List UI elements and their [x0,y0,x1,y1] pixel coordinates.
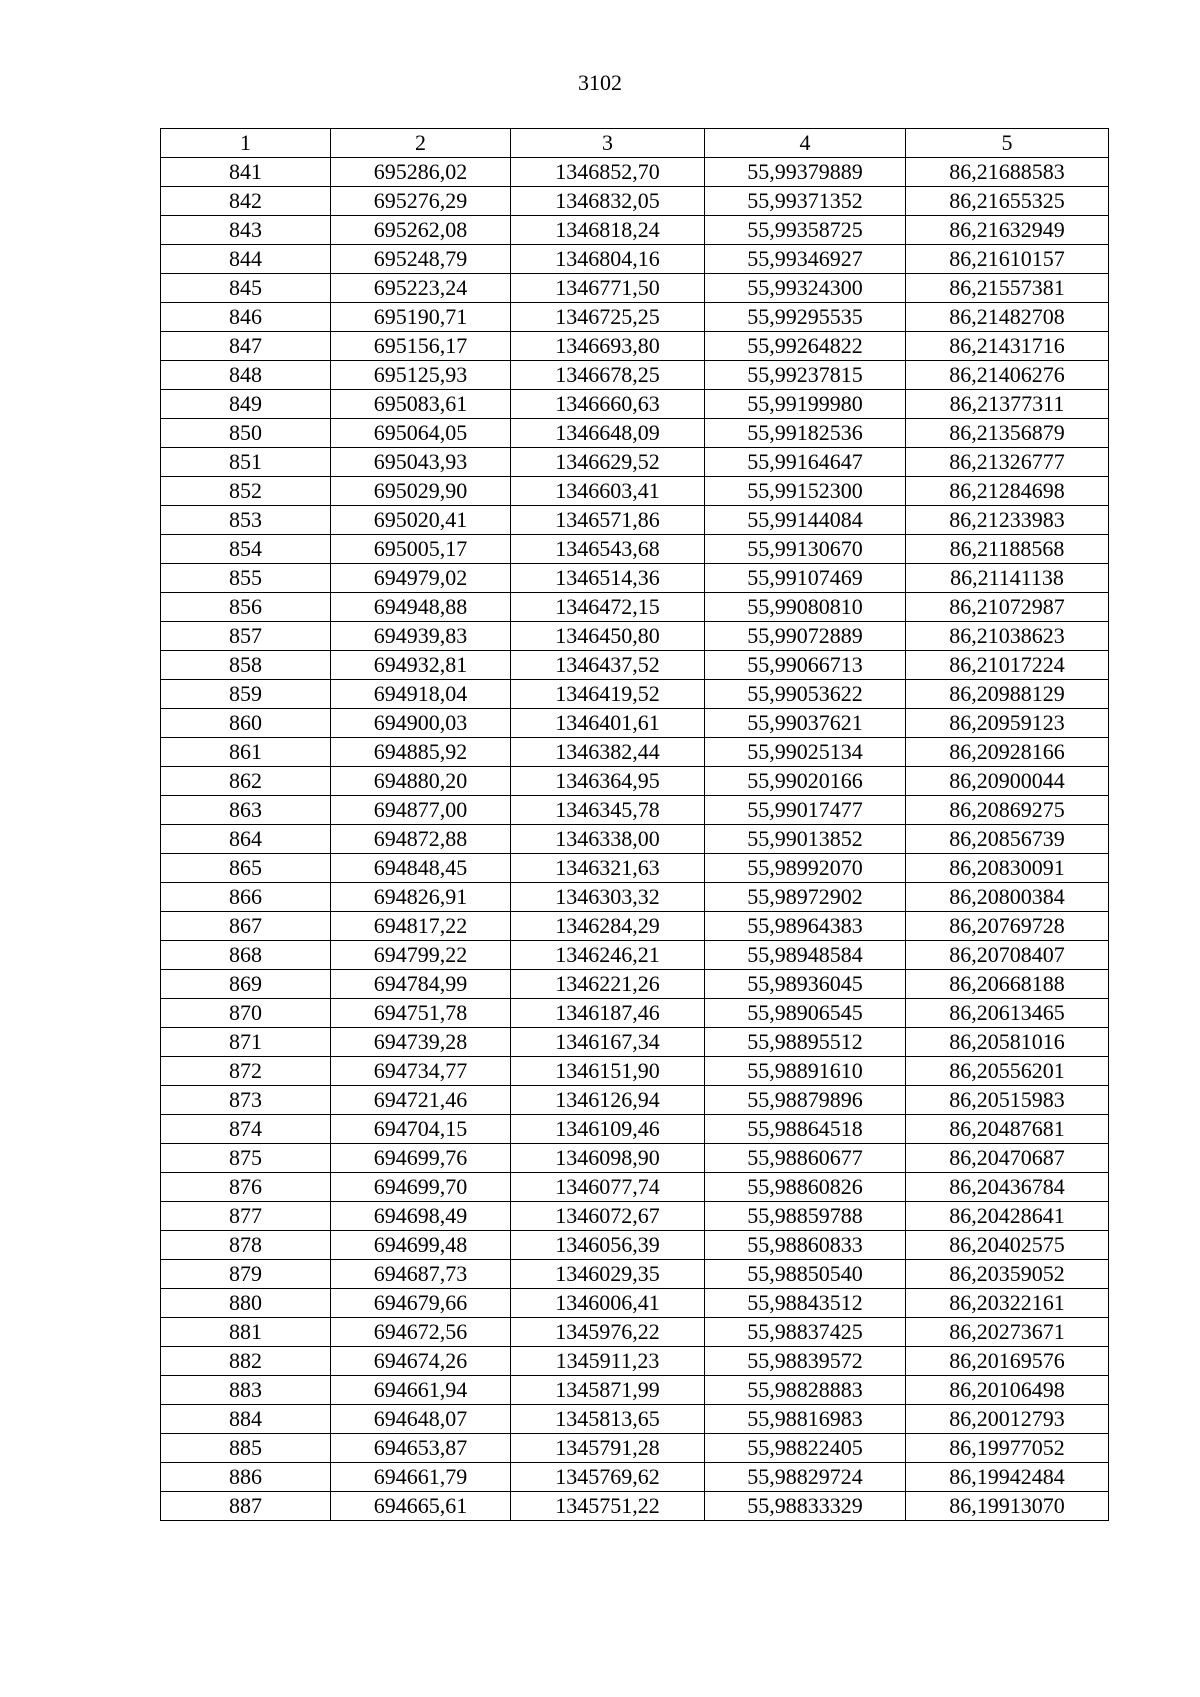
cell-col-2: 694784,99 [331,970,511,999]
cell-col-2: 694721,46 [331,1086,511,1115]
cell-col-4: 55,98964383 [705,912,906,941]
cell-col-4: 55,98936045 [705,970,906,999]
cell-point-number: 844 [161,245,331,274]
cell-col-4: 55,98828883 [705,1376,906,1405]
cell-col-5: 86,21632949 [906,216,1109,245]
table-row [161,274,1109,303]
cell-col-4: 55,98837425 [705,1318,906,1347]
cell-col-2: 694661,79 [331,1463,511,1492]
cell-point-number: 868 [161,941,331,970]
cell-point-number: 874 [161,1115,331,1144]
table-row [161,1289,1109,1318]
cell-col-2: 694880,20 [331,767,511,796]
table-row [161,1028,1109,1057]
cell-col-3: 1346382,44 [511,738,705,767]
cell-point-number: 887 [161,1492,331,1521]
table-row [161,767,1109,796]
cell-col-5: 86,21356879 [906,419,1109,448]
cell-col-2: 694661,94 [331,1376,511,1405]
cell-col-3: 1346648,09 [511,419,705,448]
cell-col-5: 86,20769728 [906,912,1109,941]
cell-col-2: 695043,93 [331,448,511,477]
table-row [161,332,1109,361]
cell-col-5: 86,21233983 [906,506,1109,535]
cell-col-3: 1346321,63 [511,854,705,883]
cell-col-5: 86,20322161 [906,1289,1109,1318]
cell-col-5: 86,20470687 [906,1144,1109,1173]
cell-col-5: 86,20900044 [906,767,1109,796]
cell-col-4: 55,99144084 [705,506,906,535]
table-row [161,245,1109,274]
cell-point-number: 848 [161,361,331,390]
cell-point-number: 881 [161,1318,331,1347]
cell-col-4: 55,98850540 [705,1260,906,1289]
table-row [161,1144,1109,1173]
cell-col-2: 695005,17 [331,535,511,564]
cell-col-4: 55,99025134 [705,738,906,767]
cell-col-4: 55,98906545 [705,999,906,1028]
cell-col-2: 694979,02 [331,564,511,593]
table-row [161,1086,1109,1115]
cell-col-4: 55,99199980 [705,390,906,419]
cell-col-2: 695125,93 [331,361,511,390]
cell-point-number: 852 [161,477,331,506]
cell-col-2: 694826,91 [331,883,511,912]
cell-col-3: 1345791,28 [511,1434,705,1463]
cell-point-number: 870 [161,999,331,1028]
cell-col-2: 694672,56 [331,1318,511,1347]
cell-col-4: 55,98816983 [705,1405,906,1434]
cell-col-3: 1346338,00 [511,825,705,854]
cell-col-5: 86,20487681 [906,1115,1109,1144]
cell-col-2: 694932,81 [331,651,511,680]
cell-col-2: 695248,79 [331,245,511,274]
cell-col-3: 1345751,22 [511,1492,705,1521]
cell-col-5: 86,21141138 [906,564,1109,593]
header-col-2: 2 [331,129,511,158]
cell-col-2: 695190,71 [331,303,511,332]
cell-col-2: 695020,41 [331,506,511,535]
cell-point-number: 866 [161,883,331,912]
cell-col-2: 694739,28 [331,1028,511,1057]
cell-point-number: 849 [161,390,331,419]
table-row [161,912,1109,941]
cell-col-3: 1346401,61 [511,709,705,738]
cell-col-3: 1346006,41 [511,1289,705,1318]
cell-col-2: 694885,92 [331,738,511,767]
cell-col-2: 694734,77 [331,1057,511,1086]
cell-col-5: 86,21017224 [906,651,1109,680]
table-row [161,361,1109,390]
cell-col-4: 55,98895512 [705,1028,906,1057]
cell-col-3: 1346678,25 [511,361,705,390]
cell-point-number: 855 [161,564,331,593]
cell-col-3: 1345813,65 [511,1405,705,1434]
cell-point-number: 883 [161,1376,331,1405]
cell-col-5: 86,21377311 [906,390,1109,419]
table-row [161,1347,1109,1376]
cell-col-5: 86,20581016 [906,1028,1109,1057]
cell-col-5: 86,21284698 [906,477,1109,506]
cell-point-number: 864 [161,825,331,854]
cell-col-5: 86,21188568 [906,535,1109,564]
cell-col-2: 695083,61 [331,390,511,419]
cell-col-5: 86,20928166 [906,738,1109,767]
table-row [161,825,1109,854]
cell-col-4: 55,99053622 [705,680,906,709]
cell-col-4: 55,99346927 [705,245,906,274]
table-row [161,535,1109,564]
cell-col-5: 86,20359052 [906,1260,1109,1289]
cell-col-3: 1345976,22 [511,1318,705,1347]
cell-col-3: 1346472,15 [511,593,705,622]
cell-point-number: 884 [161,1405,331,1434]
cell-point-number: 877 [161,1202,331,1231]
cell-col-4: 55,99037621 [705,709,906,738]
cell-col-2: 695286,02 [331,158,511,187]
cell-col-4: 55,98833329 [705,1492,906,1521]
cell-col-4: 55,98822405 [705,1434,906,1463]
table-row [161,1260,1109,1289]
cell-col-3: 1346832,05 [511,187,705,216]
cell-col-2: 694698,49 [331,1202,511,1231]
table-row [161,1434,1109,1463]
cell-col-4: 55,98860833 [705,1231,906,1260]
cell-point-number: 863 [161,796,331,825]
table-row [161,854,1109,883]
cell-col-5: 86,21482708 [906,303,1109,332]
cell-col-5: 86,20169576 [906,1347,1109,1376]
table-body [161,158,1109,1521]
cell-point-number: 862 [161,767,331,796]
cell-point-number: 841 [161,158,331,187]
cell-col-2: 694751,78 [331,999,511,1028]
table-header [161,129,1109,158]
cell-col-3: 1346098,90 [511,1144,705,1173]
table-row [161,970,1109,999]
cell-col-3: 1346029,35 [511,1260,705,1289]
cell-col-3: 1346629,52 [511,448,705,477]
cell-col-4: 55,98860677 [705,1144,906,1173]
cell-col-3: 1346056,39 [511,1231,705,1260]
cell-col-2: 694679,66 [331,1289,511,1318]
cell-col-5: 86,20106498 [906,1376,1109,1405]
cell-point-number: 851 [161,448,331,477]
cell-col-4: 55,99020166 [705,767,906,796]
cell-col-4: 55,99371352 [705,187,906,216]
cell-col-2: 694699,76 [331,1144,511,1173]
cell-col-3: 1346364,95 [511,767,705,796]
table-row [161,158,1109,187]
cell-col-4: 55,99066713 [705,651,906,680]
cell-col-2: 694948,88 [331,593,511,622]
cell-col-5: 86,20856739 [906,825,1109,854]
cell-point-number: 843 [161,216,331,245]
cell-col-5: 86,20988129 [906,680,1109,709]
table-row [161,1173,1109,1202]
cell-col-5: 86,21072987 [906,593,1109,622]
cell-col-2: 694877,00 [331,796,511,825]
table-row [161,477,1109,506]
cell-col-2: 694918,04 [331,680,511,709]
cell-col-3: 1346771,50 [511,274,705,303]
cell-point-number: 876 [161,1173,331,1202]
cell-col-2: 694674,26 [331,1347,511,1376]
cell-col-5: 86,20436784 [906,1173,1109,1202]
cell-col-4: 55,98860826 [705,1173,906,1202]
cell-col-3: 1346818,24 [511,216,705,245]
cell-col-3: 1346804,16 [511,245,705,274]
cell-col-5: 86,21655325 [906,187,1109,216]
cell-col-5: 86,21557381 [906,274,1109,303]
cell-col-3: 1346221,26 [511,970,705,999]
cell-point-number: 856 [161,593,331,622]
cell-point-number: 871 [161,1028,331,1057]
cell-col-4: 55,99295535 [705,303,906,332]
cell-point-number: 873 [161,1086,331,1115]
cell-col-2: 694665,61 [331,1492,511,1521]
cell-col-2: 694817,22 [331,912,511,941]
cell-col-4: 55,98864518 [705,1115,906,1144]
cell-col-4: 55,98879896 [705,1086,906,1115]
table-row [161,1376,1109,1405]
cell-point-number: 846 [161,303,331,332]
cell-col-3: 1346693,80 [511,332,705,361]
cell-col-5: 86,20830091 [906,854,1109,883]
cell-point-number: 878 [161,1231,331,1260]
cell-col-5: 86,20428641 [906,1202,1109,1231]
table-row [161,506,1109,535]
cell-col-3: 1346151,90 [511,1057,705,1086]
cell-col-2: 695029,90 [331,477,511,506]
cell-col-2: 694704,15 [331,1115,511,1144]
cell-col-5: 86,21326777 [906,448,1109,477]
cell-col-3: 1346603,41 [511,477,705,506]
cell-col-3: 1346187,46 [511,999,705,1028]
cell-col-3: 1345769,62 [511,1463,705,1492]
cell-col-2: 694848,45 [331,854,511,883]
table-row [161,709,1109,738]
header-col-4: 4 [705,129,906,158]
cell-point-number: 867 [161,912,331,941]
cell-col-3: 1346660,63 [511,390,705,419]
cell-col-5: 86,20959123 [906,709,1109,738]
header-col-3: 3 [511,129,705,158]
cell-col-5: 86,21610157 [906,245,1109,274]
cell-col-5: 86,19942484 [906,1463,1109,1492]
cell-col-4: 55,98859788 [705,1202,906,1231]
cell-col-2: 694648,07 [331,1405,511,1434]
cell-col-3: 1346725,25 [511,303,705,332]
cell-point-number: 842 [161,187,331,216]
cell-col-4: 55,98992070 [705,854,906,883]
cell-col-2: 695223,24 [331,274,511,303]
cell-col-3: 1345911,23 [511,1347,705,1376]
cell-point-number: 880 [161,1289,331,1318]
cell-point-number: 857 [161,622,331,651]
table-row [161,303,1109,332]
table-row [161,390,1109,419]
cell-col-4: 55,98839572 [705,1347,906,1376]
cell-col-2: 695156,17 [331,332,511,361]
cell-col-3: 1346571,86 [511,506,705,535]
cell-point-number: 858 [161,651,331,680]
table-row [161,622,1109,651]
cell-col-3: 1346303,32 [511,883,705,912]
table-row [161,593,1109,622]
cell-col-5: 86,20515983 [906,1086,1109,1115]
cell-col-4: 55,99013852 [705,825,906,854]
cell-col-4: 55,98972902 [705,883,906,912]
cell-col-2: 695262,08 [331,216,511,245]
cell-col-3: 1346514,36 [511,564,705,593]
table-row [161,651,1109,680]
table-row [161,999,1109,1028]
cell-col-4: 55,99324300 [705,274,906,303]
cell-col-4: 55,98829724 [705,1463,906,1492]
cell-col-4: 55,98891610 [705,1057,906,1086]
cell-col-5: 86,19913070 [906,1492,1109,1521]
table-row [161,1318,1109,1347]
cell-col-3: 1346077,74 [511,1173,705,1202]
cell-col-2: 694872,88 [331,825,511,854]
table-row [161,1202,1109,1231]
cell-col-4: 55,99264822 [705,332,906,361]
cell-col-2: 694687,73 [331,1260,511,1289]
cell-col-2: 694699,70 [331,1173,511,1202]
cell-col-4: 55,99358725 [705,216,906,245]
cell-col-4: 55,99080810 [705,593,906,622]
table-row [161,564,1109,593]
cell-col-4: 55,99107469 [705,564,906,593]
cell-col-3: 1346437,52 [511,651,705,680]
cell-col-5: 86,21431716 [906,332,1109,361]
cell-col-4: 55,99072889 [705,622,906,651]
cell-col-3: 1346109,46 [511,1115,705,1144]
cell-col-4: 55,99130670 [705,535,906,564]
header-row [161,129,1109,158]
cell-col-5: 86,20869275 [906,796,1109,825]
table-row [161,883,1109,912]
cell-col-5: 86,20556201 [906,1057,1109,1086]
cell-col-5: 86,20273671 [906,1318,1109,1347]
cell-point-number: 860 [161,709,331,738]
cell-point-number: 847 [161,332,331,361]
cell-col-5: 86,19977052 [906,1434,1109,1463]
cell-col-3: 1346419,52 [511,680,705,709]
table-row [161,796,1109,825]
cell-point-number: 861 [161,738,331,767]
cell-point-number: 885 [161,1434,331,1463]
cell-col-2: 694900,03 [331,709,511,738]
cell-col-3: 1346345,78 [511,796,705,825]
cell-col-3: 1346450,80 [511,622,705,651]
table-row [161,1057,1109,1086]
cell-point-number: 845 [161,274,331,303]
table-row [161,1492,1109,1521]
cell-col-2: 694939,83 [331,622,511,651]
cell-col-2: 694699,48 [331,1231,511,1260]
cell-col-2: 695276,29 [331,187,511,216]
cell-point-number: 850 [161,419,331,448]
cell-point-number: 865 [161,854,331,883]
cell-col-4: 55,99164647 [705,448,906,477]
cell-point-number: 886 [161,1463,331,1492]
cell-col-3: 1346543,68 [511,535,705,564]
cell-col-3: 1345871,99 [511,1376,705,1405]
table-row [161,419,1109,448]
cell-col-5: 86,20012793 [906,1405,1109,1434]
cell-col-2: 695064,05 [331,419,511,448]
cell-point-number: 875 [161,1144,331,1173]
cell-col-2: 694799,22 [331,941,511,970]
table-row [161,1115,1109,1144]
cell-col-5: 86,20402575 [906,1231,1109,1260]
cell-point-number: 882 [161,1347,331,1376]
cell-col-3: 1346246,21 [511,941,705,970]
table-row [161,448,1109,477]
cell-col-3: 1346167,34 [511,1028,705,1057]
cell-col-5: 86,21688583 [906,158,1109,187]
table-row [161,1405,1109,1434]
cell-col-3: 1346852,70 [511,158,705,187]
cell-point-number: 854 [161,535,331,564]
coordinates-table [160,128,1109,1521]
cell-col-3: 1346126,94 [511,1086,705,1115]
header-col-1: 1 [161,129,331,158]
cell-col-5: 86,21406276 [906,361,1109,390]
cell-col-3: 1346284,29 [511,912,705,941]
cell-point-number: 859 [161,680,331,709]
table-row [161,1231,1109,1260]
page-number: 3102 [578,70,622,95]
cell-point-number: 872 [161,1057,331,1086]
cell-col-4: 55,98948584 [705,941,906,970]
cell-point-number: 869 [161,970,331,999]
cell-col-4: 55,99379889 [705,158,906,187]
table-row [161,216,1109,245]
cell-col-4: 55,99017477 [705,796,906,825]
cell-col-5: 86,20708407 [906,941,1109,970]
table-row [161,738,1109,767]
cell-point-number: 879 [161,1260,331,1289]
header-col-5: 5 [906,129,1109,158]
cell-col-3: 1346072,67 [511,1202,705,1231]
cell-col-4: 55,98843512 [705,1289,906,1318]
table-row [161,187,1109,216]
cell-col-5: 86,20800384 [906,883,1109,912]
cell-col-2: 694653,87 [331,1434,511,1463]
cell-col-5: 86,20613465 [906,999,1109,1028]
cell-col-5: 86,21038623 [906,622,1109,651]
table-row [161,1463,1109,1492]
cell-col-4: 55,99182536 [705,419,906,448]
cell-col-4: 55,99237815 [705,361,906,390]
table-row [161,680,1109,709]
cell-point-number: 853 [161,506,331,535]
table-row [161,941,1109,970]
cell-col-5: 86,20668188 [906,970,1109,999]
cell-col-4: 55,99152300 [705,477,906,506]
